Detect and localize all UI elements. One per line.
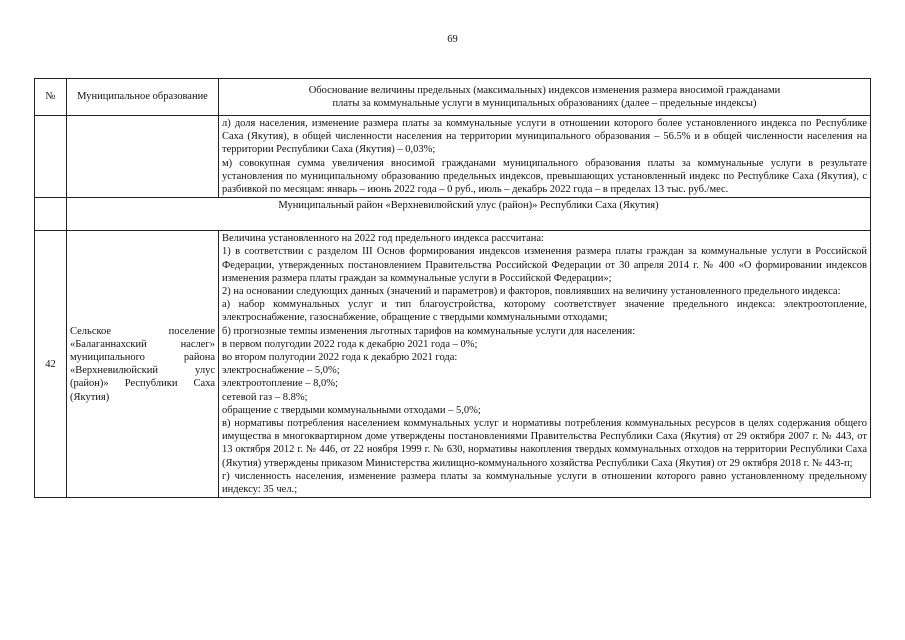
paragraph: в) нормативы потребления населением коммунальных услуг и нормативы потребления коммунальных ресурсов в целях содержания общего имущества в многоквартирном доме утверждены постановлениями Правительства Республики Саха (Якутия) от 29 октября 2007 г. № 443, от 13 октября 2012 г. № 446, от 22 ноября 1999 г. № 630, нормативы накопления твердых коммунальных отходов на территории Республики Саха (Якутия) утверждены приказом Министерства жилищно-коммунального хозяйства Республики Саха (Якутия) от 29 октября 2018 г. № 443-п; — [222, 418, 867, 469]
row-42-num: 42 — [35, 231, 67, 498]
paragraph: г) численность населения, изменение размера платы за коммунальные услуги в отношении которого равно установленному предельному индексу: 35 чел.; — [222, 470, 867, 496]
paragraph: электроснабжение – 5,0%; — [222, 365, 340, 377]
municipality-name: Сельское поселение «Балаганнахский наслег» муниципального района «Верхневилюйский улус (район)» Республики Саха (Якутия) — [70, 325, 215, 403]
row-42-text — [219, 231, 871, 498]
paragraph: 2) на основании следующих данных (значений и параметров) и факторов, повлиявших на величину установленного предельного индекса: — [222, 286, 841, 298]
row-continued-text — [219, 116, 871, 198]
paragraph: электроотопление – 8,0%; — [222, 378, 338, 390]
paragraph: б) прогнозные темпы изменения льготных тарифов на коммунальные услуги для населения: — [222, 325, 636, 337]
paragraph: Величина установленного на 2022 год предельного индекса рассчитана: — [222, 233, 544, 245]
table-row-42 — [35, 231, 871, 498]
paragraph: м) совокупная сумма увеличения вносимой гражданами муниципального образования платы за коммунальные услуги в результате установления по муниципальному образованию предельных индексов, превышающих установленный индекс по Республике Саха (Якутия), с разбивкой по месяцам: январь – июнь 2022 года – 0 руб., июль – декабрь 2022 года – в пределах 13 тыс. руб./мес. — [222, 157, 867, 196]
header-justification-line1: Обоснование величины предельных (максимальных) индексов изменения размера вносимой гражданами — [308, 84, 781, 96]
section-num-cell — [35, 198, 67, 231]
justification-table — [34, 78, 871, 498]
row-continued-municipality — [67, 116, 219, 198]
section-row — [35, 198, 871, 231]
paragraph: а) набор коммунальных услуг и тип благоустройства, которому соответствует значение предельного индекса: электроотопление, электроснабжение, газоснабжение, обращение с твердыми коммунальными отходами; — [222, 299, 867, 324]
table-header-row — [35, 79, 871, 116]
paragraph: обращение с твердыми коммунальными отходами – 5,0%; — [222, 404, 481, 416]
section-title: Муниципальный район «Верхневилюйский улус (район)» Республики Саха (Якутия) — [67, 198, 871, 231]
row-continued-num — [35, 116, 67, 198]
paragraph: во втором полугодии 2022 года к декабрю 2021 года: — [222, 352, 458, 364]
header-justification — [219, 79, 871, 116]
paragraph: л) доля населения, изменение размера платы за коммунальные услуги в отношении которого более установленного индекса по Республике Саха (Якутия), в общей численности населения на территории муниципального образования – 56.5% и в общей численности населения на территории Республики Саха (Якутия) – 0,03%; — [222, 118, 867, 156]
header-municipality: Муниципальное образование — [67, 79, 219, 116]
row-42-municipality — [67, 231, 219, 498]
paragraph: 1) в соответствии с разделом III Основ формирования индексов изменения размера платы граждан за коммунальные услуги в Российской Федерации, утвержденных постановлением Правительства Российской Федерации от 30 апреля 2014 г. № 400 «О формировании индексов изменения размера платы граждан за коммунальные услуги в Российской Федерации»; — [222, 246, 867, 284]
paragraph: сетевой газ – 8.8%; — [222, 391, 308, 403]
page-number: 69 — [447, 34, 458, 45]
header-num: № — [35, 79, 67, 116]
table-row-continued — [35, 116, 871, 198]
header-justification-line2: платы за коммунальные услуги в муниципальных образованиях (далее – предельные индексы) — [332, 98, 757, 109]
paragraph: в первом полугодии 2022 года к декабрю 2021 года – 0%; — [222, 338, 478, 350]
